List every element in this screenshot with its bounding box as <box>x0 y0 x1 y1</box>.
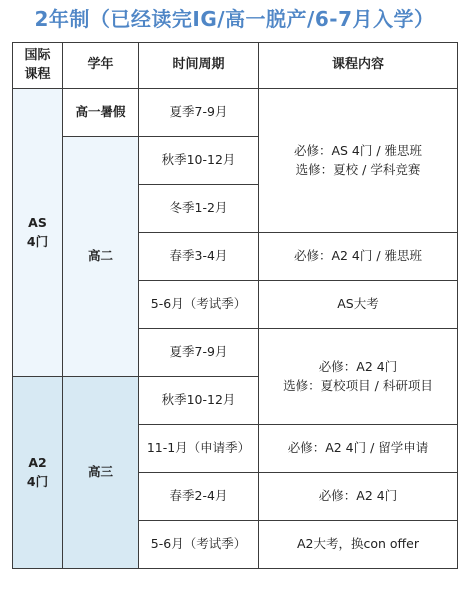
period-cell: 5-6月（考试季） <box>139 521 259 569</box>
course-a2-cell: A2 4门 <box>13 377 63 569</box>
period-cell: 5-6月（考试季） <box>139 281 259 329</box>
content-cell: A2大考，换con offer <box>259 521 458 569</box>
header-row <box>13 43 458 89</box>
header-course: 国际 课程 <box>13 43 63 89</box>
course-as-cell: AS 4门 <box>13 89 63 377</box>
period-cell: 11-1月（申请季） <box>139 425 259 473</box>
period-cell: 夏季7-9月 <box>139 89 259 137</box>
content-cell: 必修：A2 4门 选修：夏校项目 / 科研项目 <box>259 329 458 425</box>
page-title: 2年制（已经读完IG/高一脱产/6-7月入学） <box>34 7 435 31</box>
period-cell: 夏季7-9月 <box>139 329 259 377</box>
period-cell: 春季3-4月 <box>139 233 259 281</box>
table-row <box>13 89 458 137</box>
schedule-table <box>12 42 458 569</box>
content-cell: 必修：AS 4门 / 雅思班 选修：夏校 / 学科竞赛 <box>259 89 458 233</box>
header-time: 时间周期 <box>139 43 259 89</box>
period-cell: 秋季10-12月 <box>139 137 259 185</box>
period-cell: 秋季10-12月 <box>139 377 259 425</box>
year-g1-break-cell: 高一暑假 <box>63 89 139 137</box>
period-cell: 冬季1-2月 <box>139 185 259 233</box>
header-year: 学年 <box>63 43 139 89</box>
content-cell: AS大考 <box>259 281 458 329</box>
year-g2-cell: 高二 <box>63 137 139 377</box>
period-cell: 春季2-4月 <box>139 473 259 521</box>
content-cell: 必修：A2 4门 <box>259 473 458 521</box>
content-cell: 必修：A2 4门 / 雅思班 <box>259 233 458 281</box>
content-cell: 必修：A2 4门 / 留学申请 <box>259 425 458 473</box>
header-content: 课程内容 <box>259 43 458 89</box>
year-g3-cell: 高三 <box>63 377 139 569</box>
